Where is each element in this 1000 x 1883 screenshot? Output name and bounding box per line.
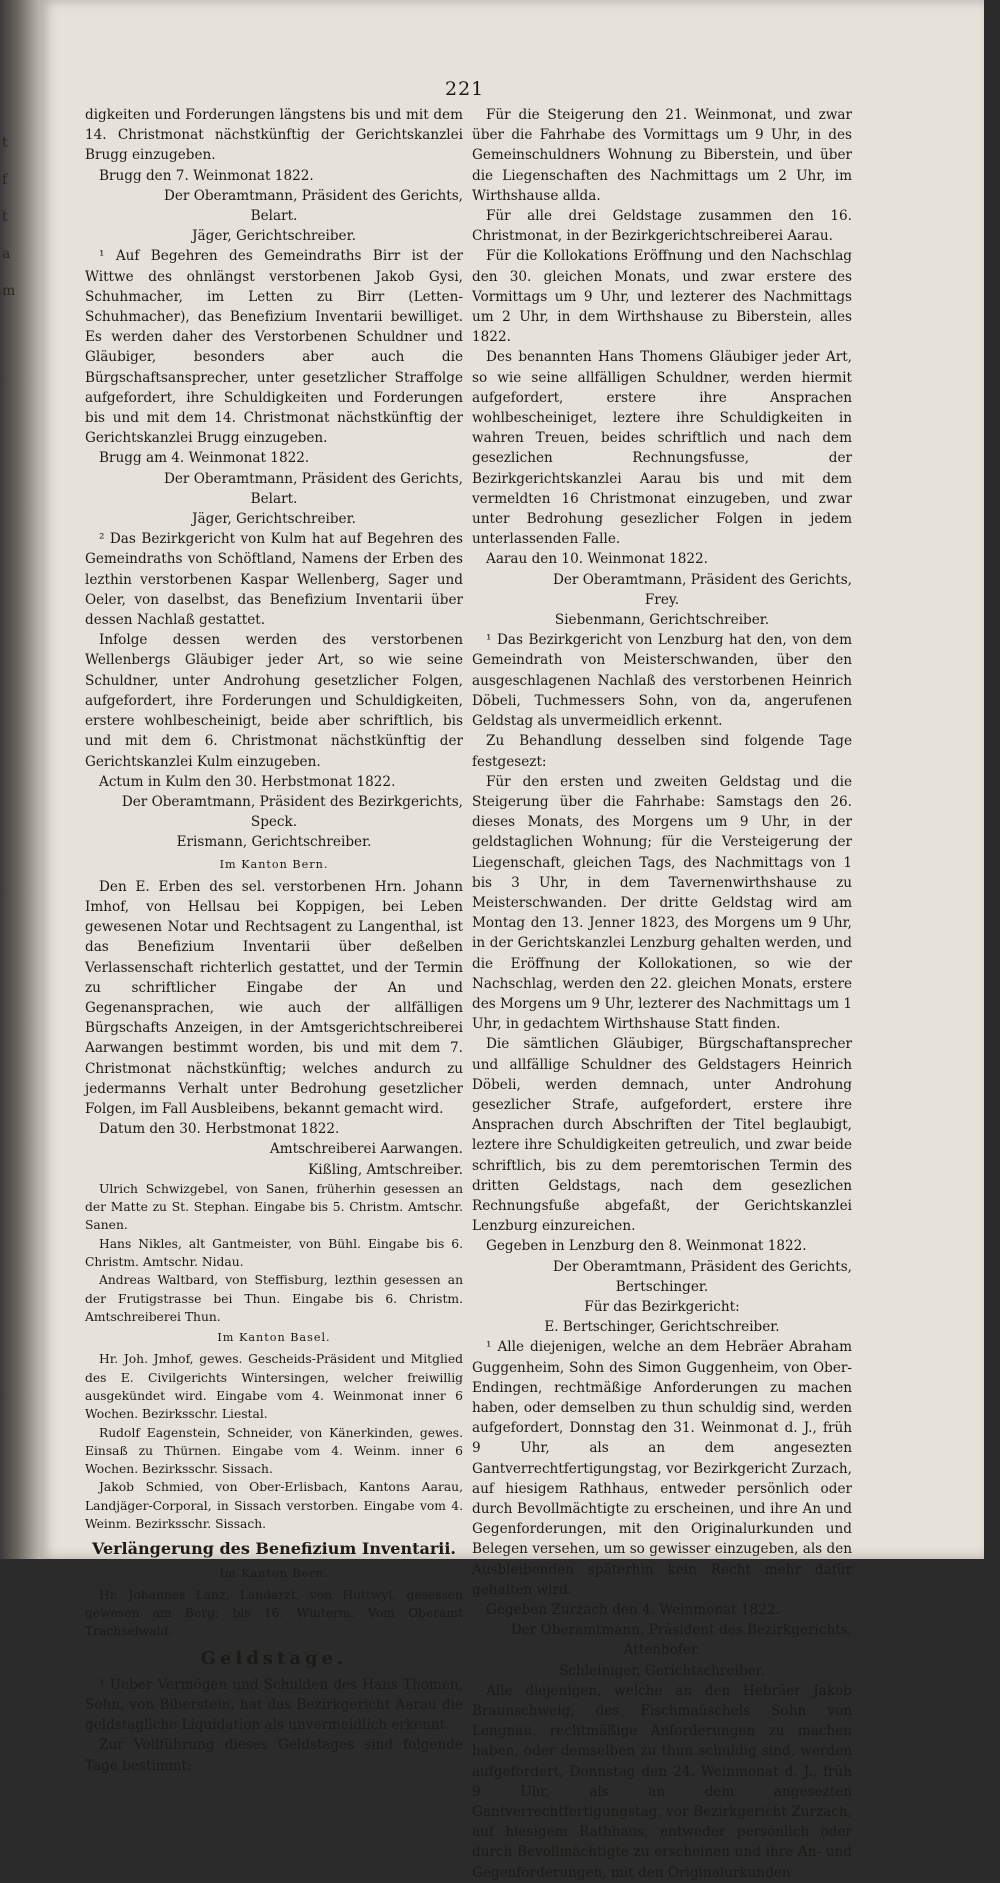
paragraph: Infolge dessen werden des verstorbenen Wellenbergs Gläubiger jeder Art, so wie seine Schuldner, unter Androhung gesetzlicher Folgen, aufgefordert, ihre Forderungen und Schuldigkeiten, erstere wohlbescheinigt, beide aber schriftlich, bis und mit dem 6. Christmonat nächstkünftig der Gerichtskanzlei Kulm einzugeben.: [85, 632, 463, 770]
spine-letter: f: [2, 172, 8, 188]
canton-label: Im Kanton Bern.: [219, 857, 329, 871]
spine-letters: [2, 125, 24, 310]
spine-letter: a: [2, 246, 11, 262]
page-number: 221: [445, 78, 485, 100]
paragraph: Brugg am 4. Weinmonat 1822.: [99, 450, 310, 467]
paragraph: Des benannten Hans Thomens Gläubiger jeder Art, so wie seine allfälligen Schuldner, werden hiermit aufgefordert, erstere ihre Ansprachen wohlbescheiniget, leztere ihre Schuldigkeiten in wahren Treuen, beides schriftlich und nach dem gesezlichen Rechnungsfusse, der Bezirkgerichtskanzlei Aarau bis und mit dem vermeldten 16 Christmonat einzugeben, und zwar unter Bedrohung gesezlicher Folgen in jedem unterlassenden Falle.: [472, 349, 852, 548]
paragraph: ¹ Alle diejenigen, welche an dem Hebräer Abraham Guggenheim, Sohn des Simon Guggenheim, von Ober-Endingen, rechtmäßige Anforderungen zu machen haben, oder demselben zu thun schuldig sind, werden aufgefordert, Donnstag den 31. Weinmonat d. J., früh 9 Uhr, als an dem angesezten Gantverrechtfertigungstag, vor Bezirkgericht Zurzach, auf hiesigem Rathhaus, entweder persönlich oder durch Bevollmächtigte zu erscheinen, und ihre An und Gegenforderungen, mit den Originalurkunden und Belegen versehen, um so gewisser einzugeben, als den Ausbleibenden späterhin kein Recht mehr dafür gehalten wird.: [472, 1339, 852, 1598]
paragraph: Für den ersten und zweiten Geldstag und die Steigerung über die Fahrhabe: Samstags den 26. dieses Monats, des Morgens um 9 Uhr, in der geldstaglichen Wohnung; für die Versteigerung der Liegenschaft, gleichen Tags, des Nachmittags von 1 bis 3 Uhr, in dem Tavernenwirthshause zu Meisterschwanden. Der dritte Geldstag wird am Montag den 13. Jenner 1823, des Morgens um 9 Uhr, in der Gerichtskanzlei Lenzburg gehalten werden, und die Eröffnung der Kollokationen, so wie der Nachschlag, werden den 22. gleichen Monats, erstere des Morgens um 9 Uhr, lezterer des Nachmittags um 1 Uhr, in gedachtem Wirthshause Statt finden.: [472, 773, 852, 1033]
signature-line: Amtschreiberei Aarwangen.: [269, 1141, 463, 1158]
paragraph: Zur Vollführung dieses Geldstages sind folgende Tage bestimmt:: [85, 1737, 463, 1774]
signature-line: Jäger, Gerichtschreiber.: [192, 511, 356, 528]
signature-line: Der Oberamtmann, Präsident des Bezirkgerichts,: [121, 793, 463, 810]
paragraph: Zu Behandlung desselben sind folgende Tage festgesezt:: [472, 733, 852, 770]
paragraph: Andreas Waltbard, von Steffisburg, lezthin gesessen an der Frutigstrasse bei Thun. Eingabe bis 6. Christm. Amtschreiberei Thun.: [85, 1273, 463, 1324]
signature-line: Jäger, Gerichtschreiber.: [192, 228, 356, 245]
spine-letter: m: [2, 283, 16, 299]
signature-line: Der Oberamtmann, Präsident des Gerichts,: [163, 470, 463, 487]
paragraph: Hr. Johannes Lanz, Landarzt, von Huttwyl, gesessen gewesen am Berg; bis 16. Winterm. Vom Oberamt Trachselwald.: [85, 1587, 463, 1639]
signature-line: Erismann, Gerichtschreiber.: [176, 834, 372, 851]
paragraph: ² Das Bezirkgericht von Kulm hat auf Begehren des Gemeindraths von Schöftland, Namens der Erben des lezthin verstorbenen Kaspar Wellenberg, Sager und Oeler, von daselbst, das Benefizium Inventarii über dessen Nachlaß gestattet.: [85, 531, 463, 629]
paragraph: Actum in Kulm den 30. Herbstmonat 1822.: [99, 773, 396, 790]
paragraph: Hr. Joh. Jmhof, gewes. Gescheids-Präsident und Mitglied des E. Civilgerichts Wintersingen, welcher freiwillig ausgekündet wird. Eingabe vom 4. Weinmonat inner 6 Wochen. Bezirksschr. Liestal.: [85, 1352, 463, 1422]
signature-line: Bertschinger.: [615, 1278, 709, 1295]
paragraph: digkeiten und Forderungen längstens bis und mit dem 14. Christmonat nächstkünftig der Gerichtskanzlei Brugg einzugeben.: [85, 107, 463, 164]
paragraph: Gegeben Zurzach den 4. Weinmonat 1822.: [486, 1602, 780, 1619]
paragraph: Für alle drei Geldstage zusammen den 16. Christmonat, in der Bezirkgerichtschreiberei Aarau.: [472, 208, 852, 245]
signature-line: Belart.: [250, 490, 298, 507]
signature-line: Frey.: [644, 591, 680, 608]
paragraph: ¹ Ueber Vermögen und Schulden des Hans Thomen, Sohn, von Biberstein, hat das Bezirkgericht Aarau die geldstagliche Liquidation als unvermeidlich erkennt.: [85, 1676, 463, 1734]
signature-line: Schleiniger, Gerichtschreiber.: [559, 1662, 765, 1679]
paragraph: Rudolf Eagenstein, Schneider, von Känerkinden, gewes. Einsaß zu Thürnen. Eingabe vom 4. Weinm. inner 6 Wochen. Bezirksschr. Sissach.: [85, 1425, 463, 1477]
right-column: [472, 105, 852, 1883]
paragraph: Jakob Schmied, von Ober-Erlisbach, Kantons Aarau, Landjäger-Corporal, in Sissach verstorben. Eingabe vom 4. Weinm. Bezirksschr. Sissach.: [85, 1480, 463, 1532]
paragraph: Brugg den 7. Weinmonat 1822.: [99, 167, 314, 184]
signature-line: Der Oberamtmann, Präsident des Gerichts,: [552, 571, 852, 588]
signature-line: Belart.: [250, 208, 298, 225]
canton-label: Im Kanton Basel.: [217, 1331, 331, 1345]
spine-letter: t: [2, 209, 8, 225]
paragraph: Hans Nikles, alt Gantmeister, von Bühl. Eingabe bis 6. Christm. Amtschr. Nidau.: [85, 1236, 463, 1269]
paragraph: Alle diejenigen, welche an den Hebräer Jakob Braunschweig, des Fischmaüschels Sohn von Lengnau, rechtmäßige Anforderungen zu machen haben, oder demselben zu thun schuldig sind, werden aufgefordert, Donnstag den 24. Weinmonat d. J., früh 9 Uhr, als an dem angesezten Gantverrechtfertigungstag, vor Bezirkgericht Zurzach, auf hiesigem Rathhaus, entweder persönlich oder durch Bevollmächtigte zu erscheinen und ihre An- und Gegenforderungen, mit den Originalurkunden: [472, 1682, 852, 1881]
paragraph: ¹ Das Bezirkgericht von Lenzburg hat den, von dem Gemeindrath von Meisterschwanden, über den ausgeschlagenen Nachlaß des verstorbenen Heinrich Döbeli, Tuchmessers Sohn, von da, angerufenen Geldstag als unvermeidlich erkennt.: [472, 632, 852, 730]
signature-line: Speck.: [250, 814, 298, 831]
document-page: [40, 0, 984, 1881]
paragraph: Datum den 30. Herbstmonat 1822.: [99, 1121, 340, 1138]
paragraph: Aarau den 10. Weinmonat 1822.: [486, 551, 709, 568]
book-spine: [0, 0, 40, 1559]
paragraph: Den E. Erben des sel. verstorbenen Hrn. Johann Imhof, von Hellsau bei Koppigen, bei Leben gewesenen Notar und Rechtsagent zu Langenthal, ist das Benefizium Inventarii über deßelben Verlassenschaft richterlich gestattet, und der Termin zu schriftlicher Eingabe der An und Gegenansprachen, wie auch der allfälligen Bürgschafts Anzeigen, in der Amtsgerichtschreiberei Aarwangen bestimmt worden, bis und mit dem 7. Christmonat nächstkünftig; welches andurch zu jedermanns Verhalt unter Bedrohung gesetzlicher Folgen, im Fall Ausbleibens, bekannt gemacht wird.: [85, 878, 463, 1117]
paragraph: Ulrich Schwizgebel, von Sanen, früherhin gesessen an der Matte zu St. Stephan. Eingabe bis 5. Christm. Amtschr. Sanen.: [85, 1181, 463, 1233]
signature-line: Der Oberamtmann, Präsident des Gerichts,: [163, 187, 463, 204]
paragraph: Für die Kollokations Eröffnung und den Nachschlag den 30. gleichen Monats, und zwar erstere des Vormittags um 9 Uhr, und lezterer des Nachmittags um 2 Uhr, in dem Wirthshause zu Biberstein, alles 1822.: [472, 248, 852, 346]
paragraph: Die sämtlichen Gläubiger, Bürgschaftansprecher und allfällige Schuldner des Geldstagers Heinrich Döbeli, werden demnach, unter Androhung gesezlicher Strafe, aufgefordert, erstere ihre Ansprachen durch Abschriften der Titel beglaubigt, leztere ihre Schuldigkeiten getreulich, und zwar beide schriftlich, bis zu dem peremtorischen Termin des dritten Geldstags, nach dem gesezlichen Rechnungsfuße abgefaßt, der Gerichtskanzlei Lenzburg einzureichen.: [472, 1036, 852, 1235]
paragraph: Für die Steigerung den 21. Weinmonat, und zwar über die Fahrhabe des Vormittags um 9 Uhr, in des Gemeinschuldners Wohnung zu Biberstein, und über die Liegenschaften des Nachmittags um 2 Uhr, im Wirthshause allda.: [472, 107, 852, 204]
canton-label: Im Kanton Bern.: [219, 1566, 329, 1580]
paragraph: ¹ Auf Begehren des Gemeindraths Birr ist der Wittwe des ohnlängst verstorbenen Jakob Gysi, Schuhmacher, im Letten zu Birr (Letten-Schuhmacher), das Benefizium Inventarii bewilliget. Es werden daher des Verstorbenen Schuldner und Gläubiger, besonders aber auch die Bürgschaftsansprecher, unter gesetzlicher Straffolge aufgefordert, ihre Schuldigkeiten und Forderungen bis und mit dem 14. Christmonat nächstkünftig der Gerichtskanzlei Brugg einzugeben.: [85, 248, 463, 447]
signature-line: Siebenmann, Gerichtschreiber.: [554, 612, 770, 629]
paragraph: Gegeben in Lenzburg den 8. Weinmonat 1822.: [486, 1238, 807, 1255]
signature-line: Der Oberamtmann, Präsident des Gerichts,: [552, 1258, 852, 1275]
section-heading: Geldstage.: [200, 1647, 348, 1669]
spine-letter: t: [2, 135, 8, 151]
signature-line: Der Oberamtmann, Präsident des Bezirkgerichts,: [510, 1622, 852, 1639]
signature-line: Kißling, Amtschreiber.: [308, 1161, 463, 1178]
signature-line: E. Bertschinger, Gerichtschreiber.: [544, 1319, 780, 1336]
signature-line: Für das Bezirkgericht:: [584, 1298, 740, 1315]
section-heading: Verlängerung des Benefizium Inventarii.: [92, 1539, 456, 1559]
left-column: [85, 105, 463, 1776]
signature-line: Attenhofer.: [623, 1642, 701, 1659]
